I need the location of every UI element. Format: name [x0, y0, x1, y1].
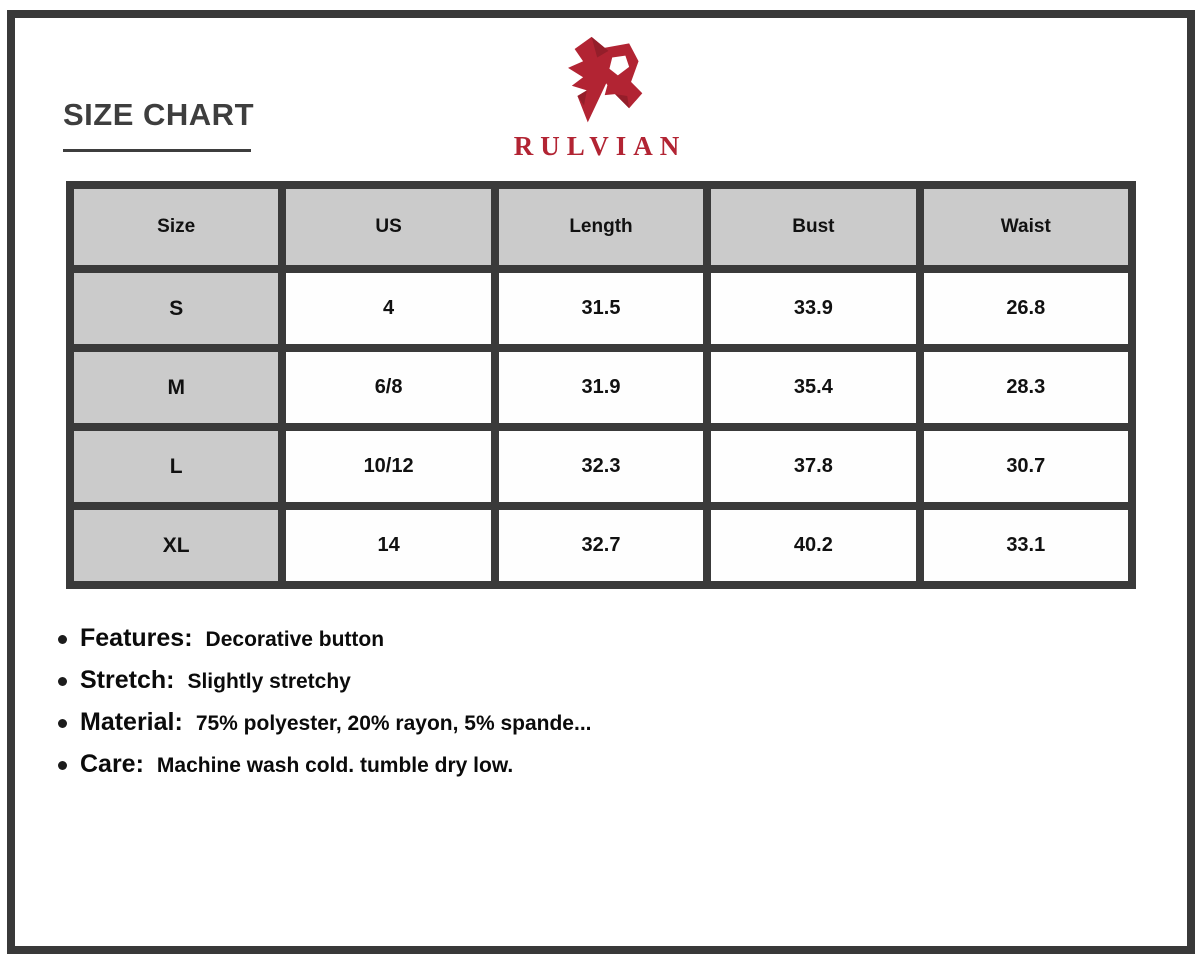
bullet-icon	[58, 719, 67, 728]
row-s-waist-cell: 26.8	[924, 273, 1128, 344]
row-m-size-cell: M	[74, 352, 278, 423]
detail-item-features	[58, 623, 592, 655]
detail-value: Machine wash cold. tumble dry low.	[156, 754, 514, 777]
row-s-us-cell: 4	[286, 273, 490, 344]
bullet-icon	[58, 635, 67, 644]
row-l-us-cell: 10/12	[286, 431, 490, 502]
header-cell-size: Size	[74, 189, 278, 265]
row-s-length-cell: 31.5	[499, 273, 703, 344]
row-m-us-cell: 6/8	[286, 352, 490, 423]
row-m-waist-cell: 28.3	[924, 352, 1128, 423]
row-l-bust-cell: 37.8	[711, 431, 915, 502]
detail-label: Care:	[80, 750, 144, 778]
detail-item-material	[58, 707, 592, 739]
detail-label: Features:	[80, 624, 193, 652]
bullet-icon	[58, 761, 67, 770]
detail-value: 75% polyester, 20% rayon, 5% spande...	[195, 712, 592, 735]
row-xl-length-cell: 32.7	[499, 510, 703, 581]
row-xl-bust-cell: 40.2	[711, 510, 915, 581]
header-cell-length: Length	[499, 189, 703, 265]
header-cell-us: US	[286, 189, 490, 265]
row-l-waist-cell: 30.7	[924, 431, 1128, 502]
rulvian-r-mark-icon	[547, 34, 653, 128]
detail-item-care	[58, 749, 592, 781]
detail-value: Decorative button	[205, 628, 385, 651]
header-cell-waist: Waist	[924, 189, 1128, 265]
header-cell-bust: Bust	[711, 189, 915, 265]
size-chart-table	[66, 181, 1136, 589]
row-xl-waist-cell: 33.1	[924, 510, 1128, 581]
detail-item-stretch	[58, 665, 592, 697]
detail-label: Material:	[80, 708, 183, 736]
row-xl-size-cell: XL	[74, 510, 278, 581]
row-s-size-cell: S	[74, 273, 278, 344]
row-m-bust-cell: 35.4	[711, 352, 915, 423]
brand-wordmark: RULVIAN	[513, 131, 687, 161]
detail-label: Stretch:	[80, 666, 175, 694]
detail-value: Slightly stretchy	[187, 670, 351, 693]
title-underline	[63, 149, 251, 152]
brand-logo	[440, 34, 760, 162]
page-title: SIZE CHART	[63, 97, 254, 132]
product-details-list	[58, 623, 592, 791]
row-xl-us-cell: 14	[286, 510, 490, 581]
bullet-icon	[58, 677, 67, 686]
row-m-length-cell: 31.9	[499, 352, 703, 423]
row-l-size-cell: L	[74, 431, 278, 502]
row-l-length-cell: 32.3	[499, 431, 703, 502]
row-s-bust-cell: 33.9	[711, 273, 915, 344]
